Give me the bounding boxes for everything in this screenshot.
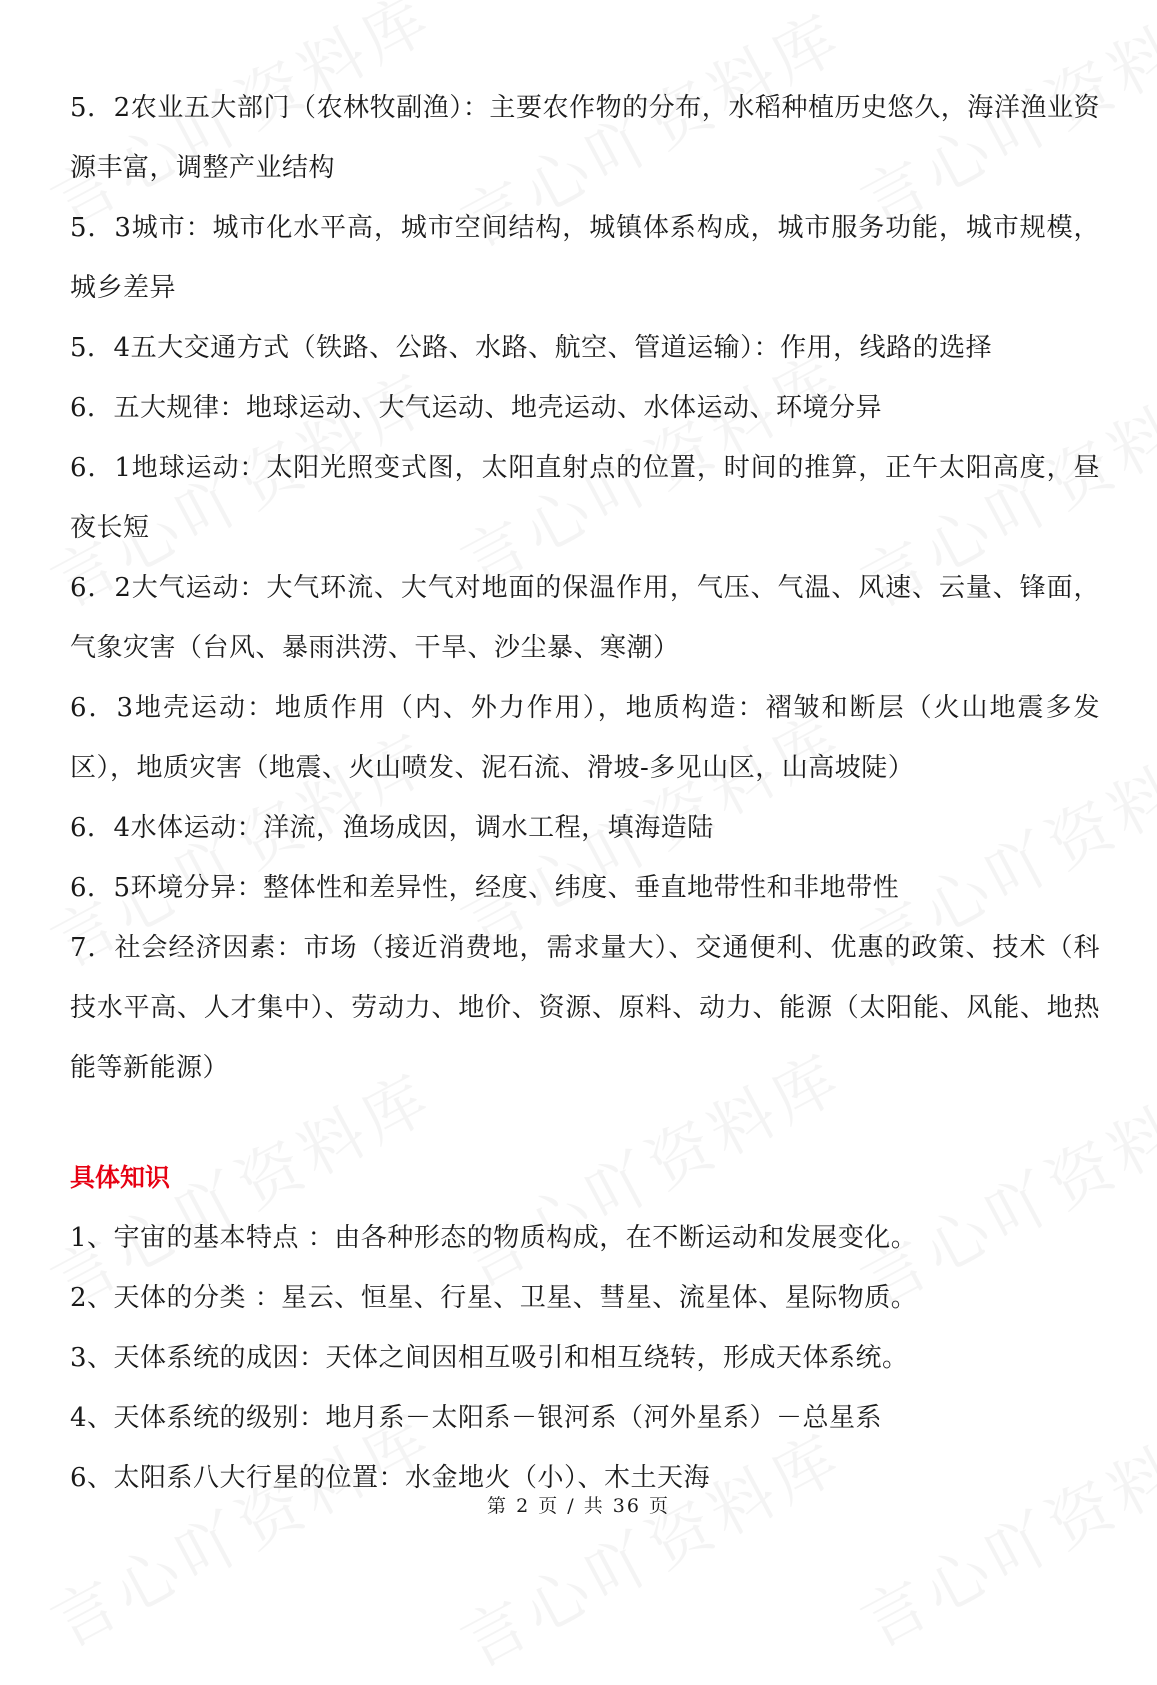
knowledge-item: 6、太阳系八大行星的位置：水金地火（小）、木土天海	[70, 1463, 711, 1493]
section-title: 具体知识	[70, 1163, 171, 1192]
paragraph-transport: 5．4五大交通方式（铁路、公路、水路、航空、管道运输）：作用，线路的选择	[70, 333, 993, 363]
paragraph-city: 5．3城市：城市化水平高，城市空间结构，城镇体系构成，城市服务功能，城市规模，城乡差异	[70, 213, 1100, 303]
knowledge-item: 2、天体的分类 ：星云、恒星、行星、卫星、彗星、流星体、星际物质。	[70, 1283, 918, 1313]
paragraph-agriculture: 5．2农业五大部门（农林牧副渔）：主要农作物的分布，水稻种植历史悠久，海洋渔业资源丰富，调整产业结构	[70, 93, 1100, 183]
paragraph-five-laws: 6．五大规律：地球运动、大气运动、地壳运动、水体运动、环境分异	[70, 393, 883, 423]
document-body	[70, 78, 1100, 1508]
paragraph-crust-motion: 6．3地壳运动：地质作用（内、外力作用），地质构造：褶皱和断层（火山地震多发区），地质灾害（地震、火山喷发、泥石流、滑坡-多见山区，山高坡陡）	[70, 693, 1100, 783]
paragraph-water-motion: 6．4水体运动：洋流，渔场成因，调水工程，填海造陆	[70, 813, 714, 843]
paragraph-environment: 6．5环境分异：整体性和差异性，经度、纬度、垂直地带性和非地带性	[70, 873, 900, 903]
page-number-footer: 第 2 页 / 共 36 页	[487, 1495, 670, 1517]
knowledge-item: 4、天体系统的级别：地月系－太阳系－银河系（河外星系）－总星系	[70, 1403, 883, 1433]
paragraph-socioeconomic: 7．社会经济因素：市场（接近消费地，需求量大）、交通便利、优惠的政策、技术（科技水平高、人才集中）、劳动力、地价、资源、原料、动力、能源（太阳能、风能、地热能等新能源）	[70, 933, 1100, 1083]
knowledge-item: 3、天体系统的成因：天体之间因相互吸引和相互绕转，形成天体系统。	[70, 1343, 909, 1373]
knowledge-item: 1、宇宙的基本特点 ：由各种形态的物质构成，在不断运动和发展变化。	[70, 1223, 918, 1253]
paragraph-atmosphere: 6．2大气运动：大气环流、大气对地面的保温作用，气压、气温、风速、云量、锋面，气象灾害（台风、暴雨洪涝、干旱、沙尘暴、寒潮）	[70, 573, 1100, 663]
paragraph-earth-motion: 6．1地球运动：太阳光照变式图，太阳直射点的位置，时间的推算，正午太阳高度，昼夜长短	[70, 453, 1100, 543]
